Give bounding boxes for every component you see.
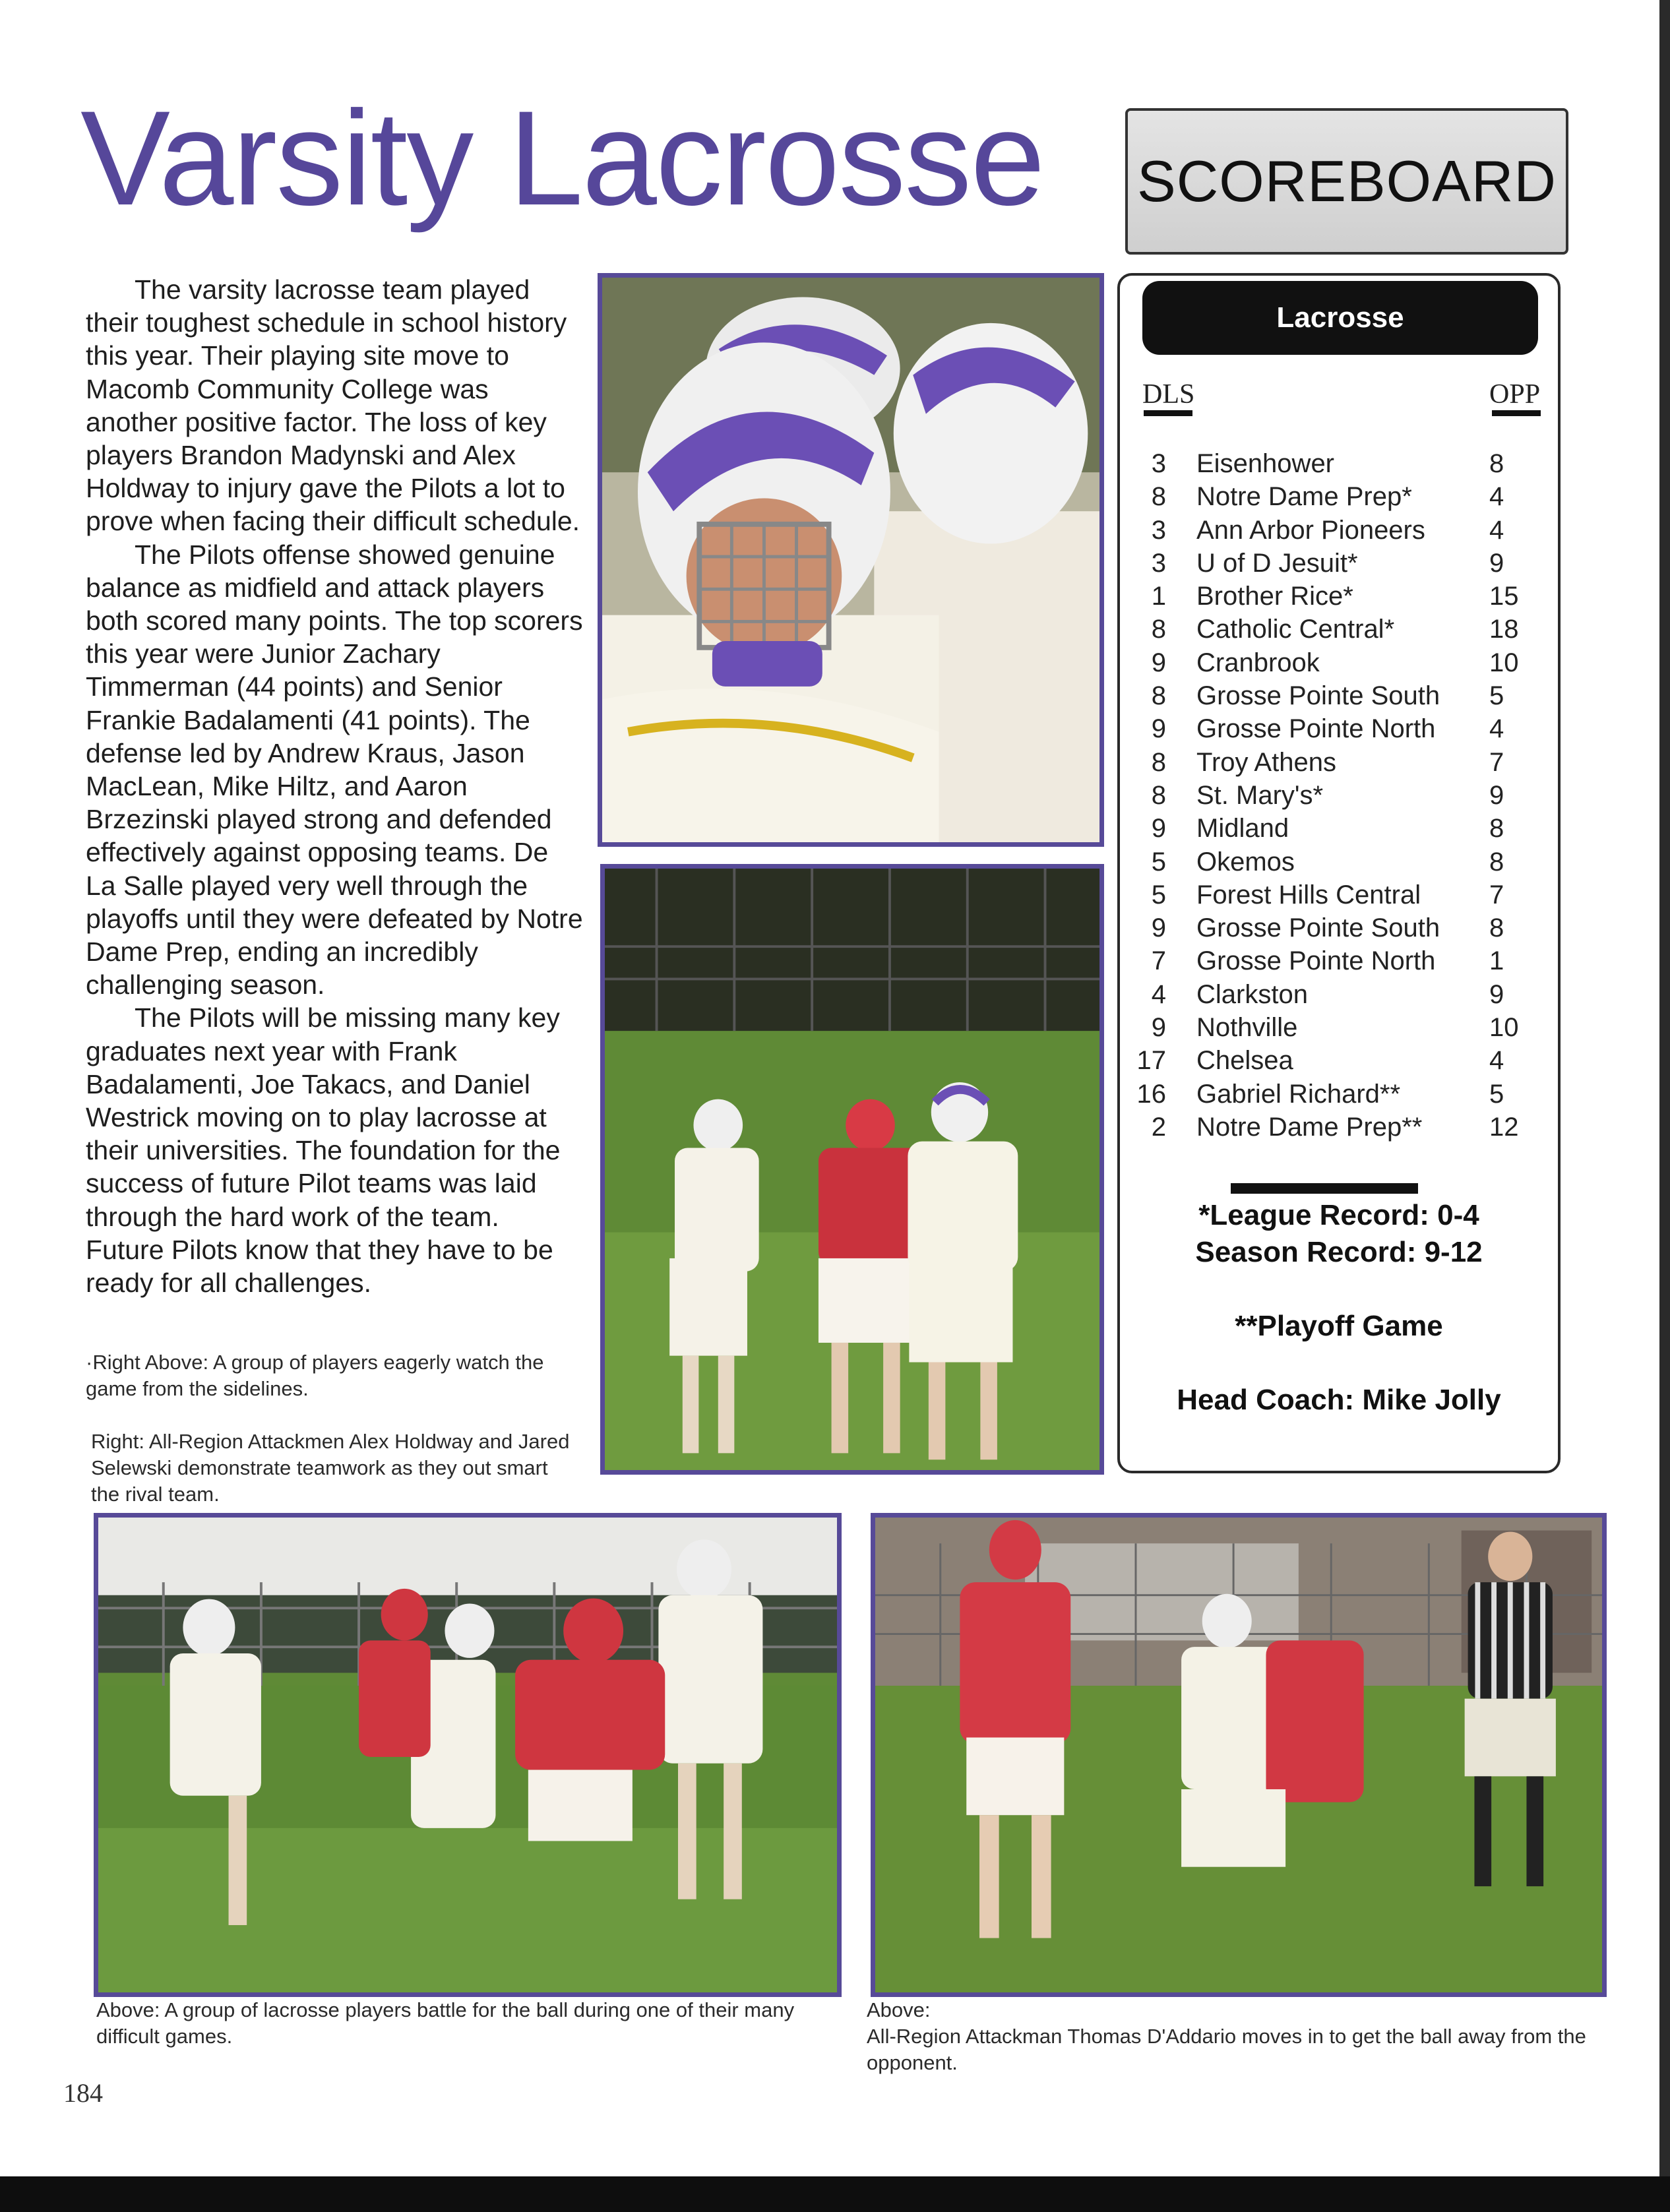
page-title: Varsity Lacrosse xyxy=(80,83,1044,233)
photo-battle-for-ball xyxy=(94,1513,842,1997)
caption-bottom-left: Above: A group of lacrosse players battle for the ball during one of their many difficult games. xyxy=(96,1998,795,2048)
score-row xyxy=(1120,712,1558,745)
opponent-name: Grosse Pointe South xyxy=(1196,913,1440,943)
opp-score: 10 xyxy=(1489,648,1519,677)
dls-score: 9 xyxy=(1151,814,1166,844)
opp-score: 15 xyxy=(1489,582,1519,611)
dls-score: 2 xyxy=(1151,1112,1166,1142)
opp-score: 7 xyxy=(1489,747,1504,777)
score-row xyxy=(1120,878,1558,911)
story-paragraph: The Pilots will be missing many key graduates next year with Frank Badalamenti, Joe Takacs, and Daniel Westrick moving on to play lacrosse at their universities. The foundation for the success of future Pilot teams was laid through the hard work of the team. Future Pilots know that they have to be ready for all challenges. xyxy=(86,1002,561,1299)
score-row xyxy=(1120,580,1558,613)
score-row xyxy=(1120,746,1558,779)
dls-column-rule xyxy=(1144,410,1192,416)
opp-score: 4 xyxy=(1489,482,1504,512)
opponent-name: Okemos xyxy=(1196,847,1295,876)
score-row xyxy=(1120,480,1558,513)
opponent-name: Grosse Pointe North xyxy=(1196,946,1436,976)
scoreboard-divider xyxy=(1231,1183,1418,1194)
opp-score: 4 xyxy=(1489,714,1504,744)
dls-score: 3 xyxy=(1151,449,1166,478)
dls-score: 7 xyxy=(1151,946,1166,976)
caption-right-above: ·Right Above: A group of players eagerly watch the game from the sidelines. xyxy=(86,1351,544,1400)
score-row xyxy=(1120,779,1558,812)
opp-score: 9 xyxy=(1489,548,1504,578)
opp-score: 7 xyxy=(1489,880,1504,909)
opp-score: 8 xyxy=(1489,449,1504,478)
opp-score: 4 xyxy=(1489,1046,1504,1076)
dls-score: 9 xyxy=(1151,648,1166,677)
score-row xyxy=(1120,911,1558,944)
score-row xyxy=(1120,1011,1558,1044)
story-paragraph: The varsity lacrosse team played their toughest schedule in school history this year. Their playing site move to Macomb Community College was another positive factor. The loss of key players Brandon Madynski and Alex Holdway to injury gave the Pilots a lot to prove when facing their difficult schedule. xyxy=(86,274,580,537)
story-paragraph: The Pilots offense showed genuine balance as midfield and attack players both scored many points. The top scorers this year were Junior Zachary Timmerman (44 points) and Senior Frankie Badalamenti (41 points). The defense led by Andrew Kraus, Jason MacLean, Mike Hiltz, and Aaron Brzezinski played strong and defended effectively against opposing teams. De La Salle played very well through the playoffs until they were defeated by Notre Dame Prep, ending an incredibly challenging season. xyxy=(86,539,583,1000)
opponent-name: Gabriel Richard** xyxy=(1196,1079,1401,1109)
scoreboard-header: SCOREBOARD xyxy=(1125,108,1568,255)
playoff-note: **Playoff Game xyxy=(1235,1310,1443,1342)
dls-score: 3 xyxy=(1151,548,1166,578)
score-row xyxy=(1120,944,1558,977)
opp-column-rule xyxy=(1492,410,1541,416)
score-row xyxy=(1120,679,1558,712)
opp-score: 9 xyxy=(1489,979,1504,1009)
dls-score: 8 xyxy=(1151,780,1166,810)
head-coach: Head Coach: Mike Jolly xyxy=(1177,1384,1501,1416)
league-record: *League Record: 0-4 xyxy=(1198,1199,1479,1231)
opponent-name: Grosse Pointe North xyxy=(1196,714,1436,744)
photo-attackmen-teamwork xyxy=(600,864,1104,1475)
dls-score: 9 xyxy=(1151,714,1166,744)
dls-score: 16 xyxy=(1136,1079,1166,1109)
opp-score: 9 xyxy=(1489,780,1504,810)
opponent-name: Notre Dame Prep* xyxy=(1196,482,1412,512)
opp-score: 10 xyxy=(1489,1013,1519,1043)
dls-score: 1 xyxy=(1151,582,1166,611)
opp-score: 8 xyxy=(1489,913,1504,943)
score-row xyxy=(1120,978,1558,1011)
season-record: Season Record: 9-12 xyxy=(1195,1236,1483,1268)
opp-score: 5 xyxy=(1489,681,1504,711)
score-row xyxy=(1120,845,1558,878)
dls-score: 8 xyxy=(1151,747,1166,777)
dls-score: 8 xyxy=(1151,615,1166,644)
page-number: 184 xyxy=(63,2078,103,2108)
score-row xyxy=(1120,547,1558,580)
photo-daddario xyxy=(871,1513,1607,1997)
opp-score: 18 xyxy=(1489,615,1519,644)
caption-bottom-right-label: Above: xyxy=(867,1998,931,2021)
opponent-name: Troy Athens xyxy=(1196,747,1336,777)
score-row xyxy=(1120,447,1558,480)
opp-score: 5 xyxy=(1489,1079,1504,1109)
dls-score: 4 xyxy=(1151,979,1166,1009)
opponent-name: Catholic Central* xyxy=(1196,615,1395,644)
story-text xyxy=(86,273,584,1299)
opponent-name: Chelsea xyxy=(1196,1046,1293,1076)
scoreboard-box xyxy=(1117,273,1561,1473)
score-row xyxy=(1120,1078,1558,1111)
opponent-name: Cranbrook xyxy=(1196,648,1320,677)
photo-sideline-players xyxy=(598,273,1104,847)
opponent-name: Nothville xyxy=(1196,1013,1298,1043)
opponent-name: Brother Rice* xyxy=(1196,582,1353,611)
dls-score: 3 xyxy=(1151,515,1166,545)
opponent-name: Midland xyxy=(1196,814,1289,844)
opponent-name: Grosse Pointe South xyxy=(1196,681,1440,711)
score-row xyxy=(1120,514,1558,547)
page-edge-shadow xyxy=(1659,0,1670,2212)
opponent-name: Notre Dame Prep** xyxy=(1196,1112,1423,1142)
opp-score: 4 xyxy=(1489,515,1504,545)
opp-score: 1 xyxy=(1489,946,1504,976)
dls-score: 9 xyxy=(1151,913,1166,943)
opponent-name: Ann Arbor Pioneers xyxy=(1196,515,1425,545)
dls-score: 5 xyxy=(1151,847,1166,876)
score-row xyxy=(1120,812,1558,845)
caption-right: Right: All-Region Attackmen Alex Holdway and Jared Selewski demonstrate teamwork as they out smart the rival team. xyxy=(91,1430,570,1506)
page-bottom-edge xyxy=(0,2176,1670,2212)
opp-column-header: OPP xyxy=(1489,379,1541,410)
opp-score: 8 xyxy=(1489,847,1504,876)
score-row xyxy=(1120,1111,1558,1144)
dls-score: 5 xyxy=(1151,880,1166,909)
dls-score: 8 xyxy=(1151,681,1166,711)
opponent-name: Clarkston xyxy=(1196,979,1308,1009)
caption-bottom-right: All-Region Attackman Thomas D'Addario moves in to get the ball away from the opponent. xyxy=(867,2025,1586,2074)
opponent-name: U of D Jesuit* xyxy=(1196,548,1358,578)
score-row xyxy=(1120,613,1558,646)
opp-score: 8 xyxy=(1489,814,1504,844)
scoreboard-rows xyxy=(1120,447,1558,1144)
score-row xyxy=(1120,646,1558,679)
score-row xyxy=(1120,1044,1558,1077)
dls-score: 9 xyxy=(1151,1013,1166,1043)
dls-score: 8 xyxy=(1151,482,1166,512)
opponent-name: Eisenhower xyxy=(1196,449,1335,478)
scoreboard-sport-title: Lacrosse xyxy=(1142,281,1538,355)
opponent-name: Forest Hills Central xyxy=(1196,880,1421,909)
opp-score: 12 xyxy=(1489,1112,1519,1142)
dls-score: 17 xyxy=(1136,1046,1166,1076)
opponent-name: St. Mary's* xyxy=(1196,780,1324,810)
dls-column-header: DLS xyxy=(1142,379,1195,410)
